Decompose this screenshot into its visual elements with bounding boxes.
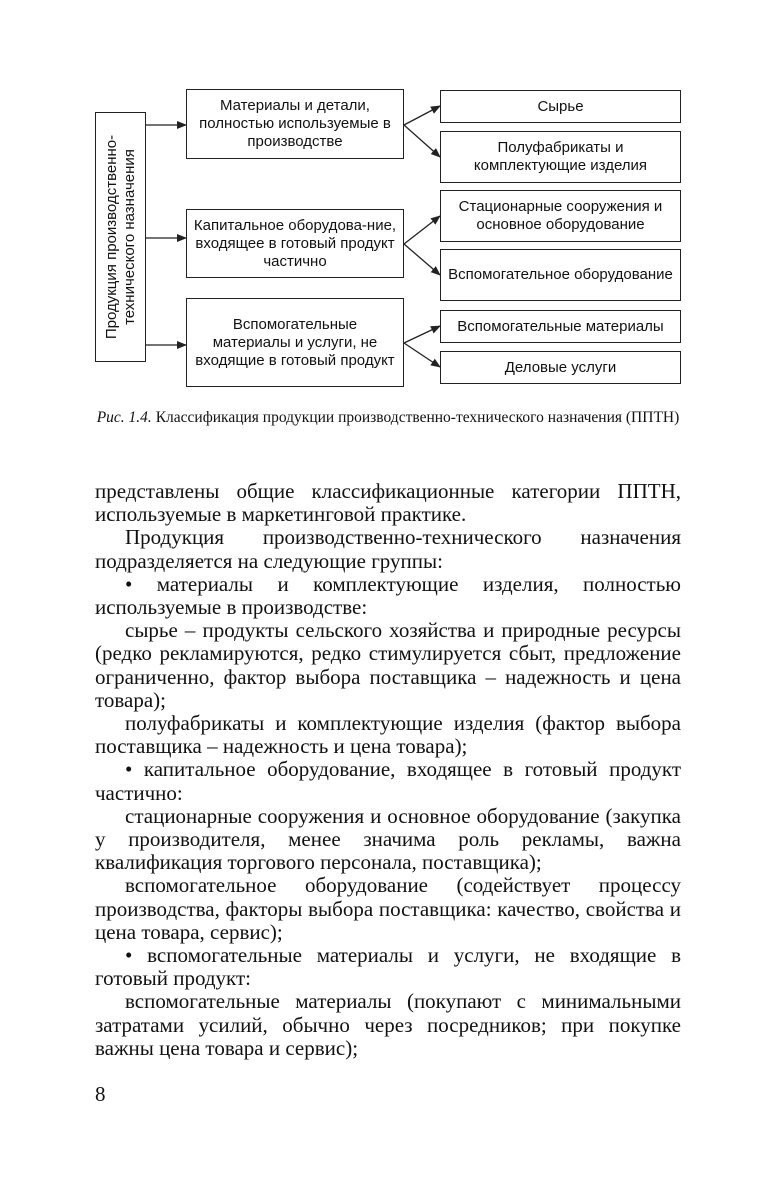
group-label: Вспомогательные материалы и услуги, не входящие в готовый продукт — [195, 315, 395, 369]
paragraph: полуфабрикаты и комплектующие изделия (фактор выбора поставщика – надежность и цена товара); — [95, 711, 681, 759]
paragraph: вспомогательные материалы (покупают с минимальными затратами усилий, обычно через посредников; при покупке важны цена товара и сервис); — [95, 989, 681, 1060]
paragraph: сырье – продукты сельского хозяйства и природные ресурсы (редко рекламируются, редко стимулируется сбыт, предложение ограниченно, фактор выбора поставщика – надежность и цена товара); — [95, 618, 681, 712]
leaf-box-auxiliary-materials — [440, 310, 681, 343]
arrow-group1-to-child1 — [404, 106, 440, 125]
leaf-box-raw-materials — [440, 90, 681, 123]
leaf-label: Полуфабрикаты и комплектующие изделия — [473, 139, 648, 174]
group-box-materials — [186, 89, 404, 159]
paragraph: • капитальное оборудование, входящее в готовый продукт частично: — [95, 757, 681, 805]
root-category-label: Продукция производственно-технического назначения — [102, 134, 138, 340]
paragraph: Продукция производственно-технического назначения подразделяется на следующие группы: — [95, 525, 681, 573]
leaf-label: Вспомогательные материалы — [457, 317, 664, 335]
leaf-label: Вспомогательное оборудование — [448, 266, 673, 283]
arrow-group3-to-child1 — [404, 326, 440, 343]
leaf-label: Сырье — [537, 97, 584, 115]
arrow-group2-to-child1 — [404, 216, 440, 244]
paragraph: • вспомогательные материалы и услуги, не входящие в готовый продукт: — [95, 943, 681, 991]
leaf-box-stationary-structures — [440, 190, 681, 242]
leaf-label: Деловые услуги — [504, 358, 617, 376]
arrow-group1-to-child2 — [404, 125, 440, 157]
figure-caption — [95, 408, 681, 428]
leaf-label: Стационарные сооружения и основное оборудование — [458, 198, 663, 233]
caption-lead: Рис. 1.4. — [96, 409, 152, 426]
arrow-group2-to-child2 — [404, 244, 440, 275]
root-category-box — [95, 112, 146, 362]
group-label: Материалы и детали, полностью используемые в производстве — [199, 97, 391, 150]
body-text — [95, 480, 681, 1060]
caption-text: Классификация продукции производственно-технического назначения (ППТН) — [155, 409, 680, 426]
leaf-box-semi-finished — [440, 131, 681, 183]
leaf-box-auxiliary-equipment — [440, 249, 681, 301]
paragraph: стационарные сооружения и основное оборудование (закупка у производителя, менее значима роль рекламы, важна квалификация торгового персонала, поставщика); — [95, 803, 681, 875]
paragraph: представлены общие классификационные категории ППТН, используемые в маркетинговой практике. — [95, 479, 681, 527]
arrow-group3-to-child2 — [404, 343, 440, 367]
paragraph: • материалы и комплектующие изделия, полностью используемые в производстве: — [95, 571, 681, 620]
group-box-auxiliary — [186, 298, 404, 387]
leaf-box-business-services — [440, 351, 681, 384]
page-number: 8 — [95, 1082, 106, 1106]
group-label: Капитальное оборудова-ние, входящее в готовый продукт частично — [193, 216, 397, 270]
classification-diagram — [0, 0, 767, 400]
group-box-capital-equipment — [186, 209, 404, 278]
paragraph: вспомогательное оборудование (содействует процессу производства, факторы выбора поставщика: качество, свойства и цена товара, сервис); — [95, 873, 681, 944]
